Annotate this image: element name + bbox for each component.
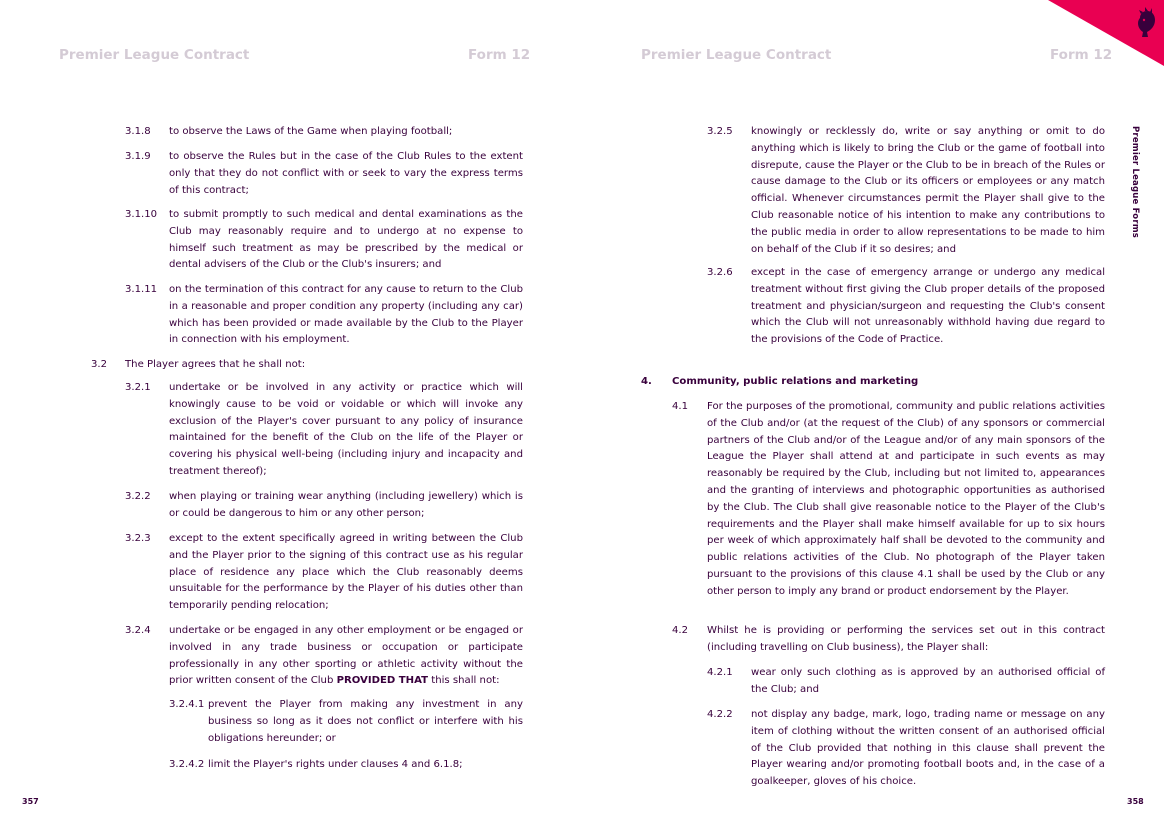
header-form-right: Form 12 [1050, 47, 1113, 63]
page-number-right: 358 [1127, 797, 1144, 806]
clause-number: 4.2.2 [707, 709, 733, 720]
clause-text: except in the case of emergency arrange or undergo any medical treatment without first giving the Club proper details of the proposed treatment and physician/surgeon and requesting the Club's consent which the Club will not unreasonably withhold having due regard to the provisions of the Code of Practice. [751, 267, 1105, 346]
clause-text: Whilst he is providing or performing the services set out in this contract (including travelling on Club business), the Player shall: [707, 625, 1105, 653]
clause-text: to observe the Laws of the Game when playing football; [169, 126, 453, 137]
side-label: Premier League Forms [1130, 126, 1140, 239]
corner-decoration [1048, 0, 1164, 66]
clause-text: wear only such clothing as is approved by an authorised official of the Club; and [751, 667, 1105, 695]
clause-number: 3.1.11 [125, 284, 158, 295]
clause-text: not display any badge, mark, logo, trading name or message on any item of clothing without the written consent of an authorised official of the Club provided that nothing in this clause shall prevent the Player wearing and/or promoting football boots and, in the case of a goalkeeper, gloves of his choice. [751, 709, 1105, 788]
clause-number: 3.2.2 [125, 491, 151, 502]
section-heading: Community, public relations and marketing [672, 376, 919, 387]
clause-text: undertake or be involved in any activity or practice which will knowingly cause to be void or voidable or which will invoke any exclusion of the Player's cover pursuant to any policy of insurance maintained for the benefit of the Club on the life of the Player or covering his physical well-being (including injury and incapacity and treatment thereof); [169, 382, 523, 477]
clause-text: For the purposes of the promotional, community and public relations activities of the Club and/or (at the request of the Club) of any sponsors or commercial partners of the Club and/or of the League and/or of any main sponsors of the League the Player shall attend at and participate in such events as may reasonably be required by the Club, including but not limited to, appearances and the granting of interviews and photographic opportunities as authorised by the Club. The Club shall give reasonable notice to the Player of the Club's requirements and the Player shall make himself available for up to six hours per week of which approximately half shall be devoted to the community and public relations activities of the Club. No photograph of the Player taken pursuant to the provisions of this clause 4.1 shall be used by the Club or any other person to imply any brand or product endorsement by the Player. [707, 401, 1105, 597]
header-title-right: Premier League Contract [641, 47, 832, 63]
clause-text: when playing or training wear anything (including jewellery) which is or could be dangerous to him or any other person; [169, 491, 523, 519]
right-page [582, 0, 1164, 826]
header-form-left: Form 12 [468, 47, 531, 63]
provided-that-emphasis: PROVIDED THAT [336, 675, 429, 687]
clause-text: limit the Player's rights under clauses 4 and 6.1.8; [208, 759, 463, 770]
clause-number: 3.2.4.1 [169, 699, 205, 710]
clause-text: The Player agrees that he shall not: [125, 359, 306, 370]
clause-text: knowingly or recklessly do, write or say anything or omit to do anything which is likely to bring the Club or the game of football into disrepute, cause the Player or the Club to be in breach of the Rules or cause damage to the Club or its officers or employees or any match official. Whenever circumstances permit the Player shall give to the Club reasonable notice of his intention to make any contributions to the public media in order to allow representations to be made to him on behalf of the Club if it so desires; and [751, 126, 1105, 255]
clause-number: 4.2 [672, 625, 689, 636]
clause-text: prevent the Player from making any investment in any business so long as it does not conflict or interfere with his obligations hereunder; or [208, 699, 523, 744]
clause-number: 3.2.1 [125, 382, 151, 393]
clause-text: to submit promptly to such medical and dental examinations as the Club may reasonably require and to undergo at no expense to himself such treatment as may be prescribed by the medical or dental advisers of the Club or the Club's insurers; and [169, 209, 523, 271]
clause-text: except to the extent specifically agreed in writing between the Club and the Player prior to the signing of this contract use as his regular place of residence any place which the Club reasonably deems unsuitable for the performance by the Player of his duties other than temporarily pending relocation; [169, 533, 523, 612]
clause-text: undertake or be engaged in any other employment or be engaged or involved in any trade business or occupation or participate professionally in any other sporting or athletic activity without the prior written consent of the Club PROVIDED THAT this shall not: [169, 625, 523, 687]
clause-number: 3.2.3 [125, 533, 151, 544]
section-number: 4. [641, 376, 652, 387]
clause-number: 4.2.1 [707, 667, 733, 678]
clause-number: 3.2.4 [125, 625, 151, 636]
header-title-left: Premier League Contract [59, 47, 250, 63]
clause-number: 3.2.4.2 [169, 759, 205, 770]
clause-number: 3.2 [91, 359, 108, 370]
clause-text: on the termination of this contract for any cause to return to the Club in a reasonable and proper condition any property (including any car) which has been provided or made available by the Club to the Player in connection with his employment. [169, 284, 523, 346]
clause-number: 3.1.9 [125, 151, 151, 162]
clause-number: 3.2.5 [707, 126, 733, 137]
clause-number: 3.1.10 [125, 209, 158, 220]
clause-number: 4.1 [672, 401, 689, 412]
clause-number: 3.1.8 [125, 126, 151, 137]
page-number-left: 357 [22, 797, 39, 806]
clause-number: 3.2.6 [707, 267, 733, 278]
clause-text: to observe the Rules but in the case of the Club Rules to the extent only that they do not conflict with or seek to vary the express terms of this contract; [169, 151, 523, 196]
